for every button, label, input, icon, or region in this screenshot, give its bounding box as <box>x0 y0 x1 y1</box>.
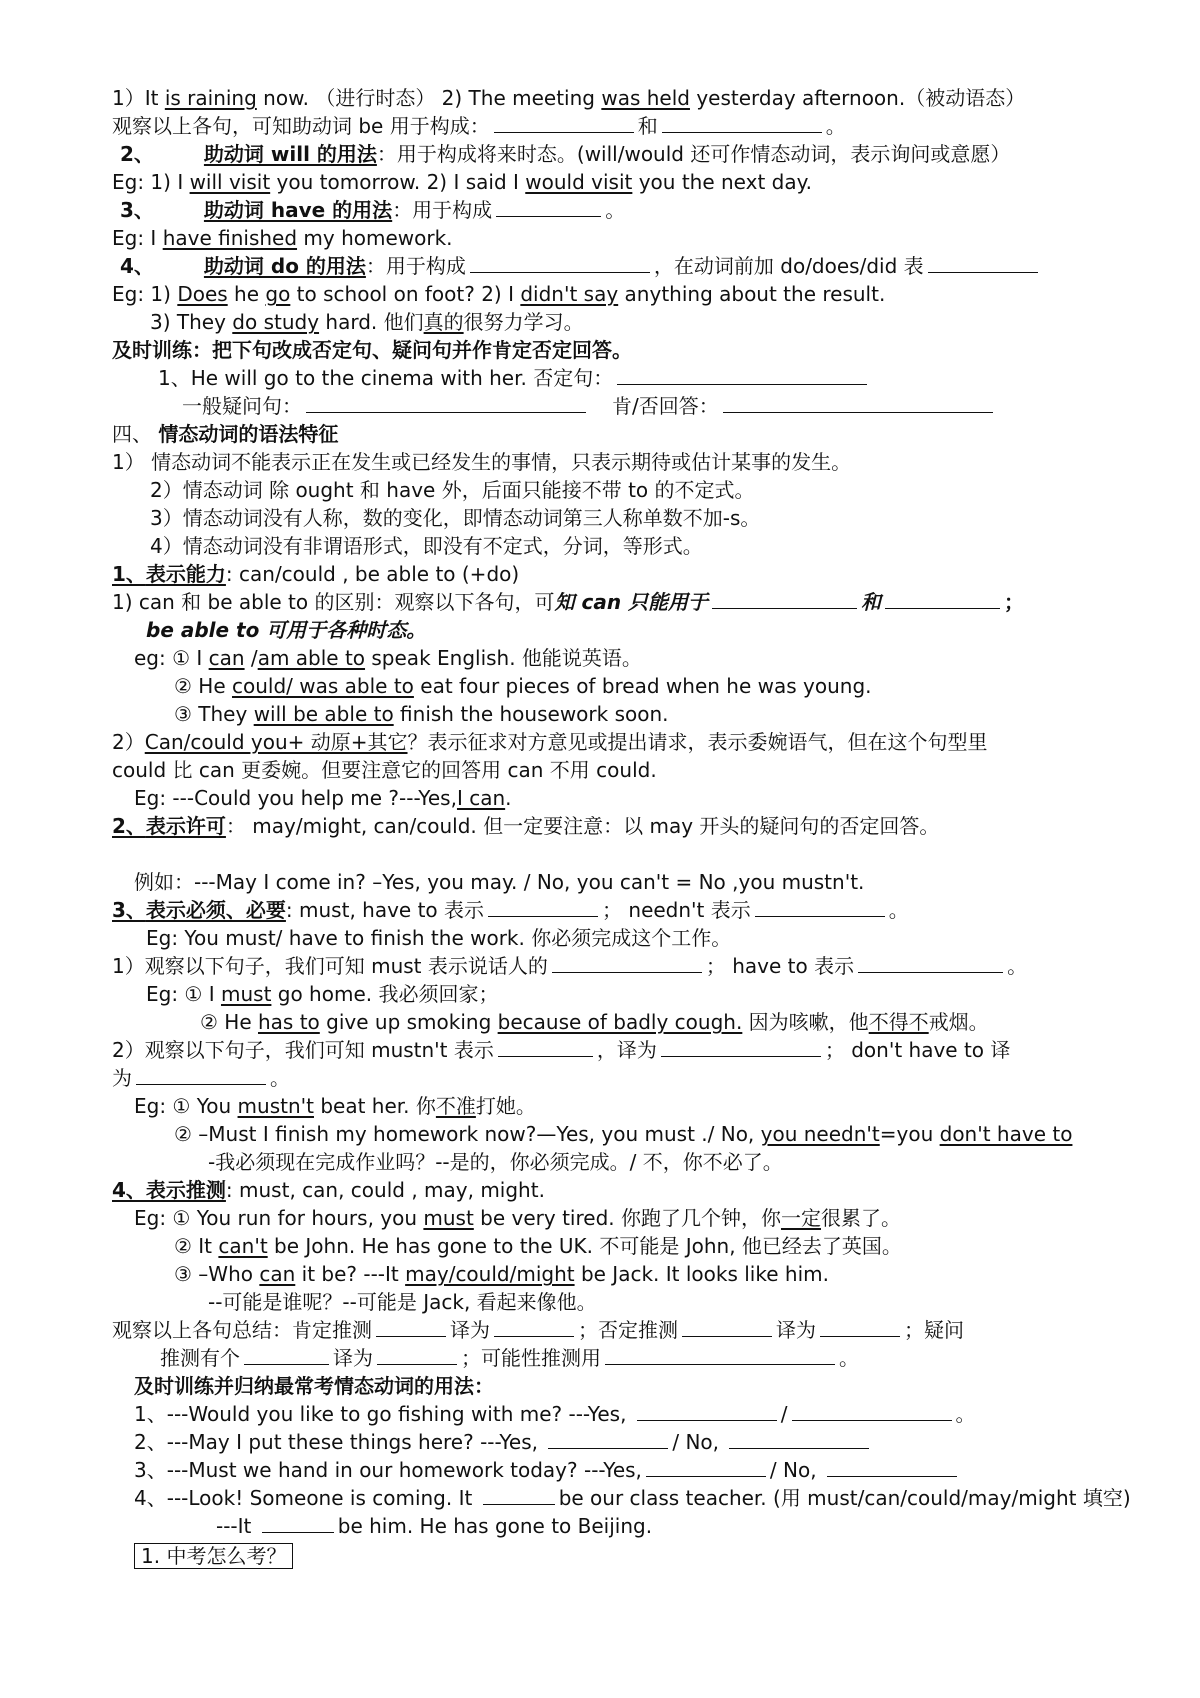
fill-blank[interactable] <box>723 392 993 413</box>
line-30: Eg: You must/ have to finish the work. 你必须完成这个工作。 <box>146 926 732 950</box>
line-4: Eg: 1) I will visit you tomorrow. 2) I said I would visit you the next day. <box>112 170 812 194</box>
line-26: Eg: ---Could you help me ?---Yes,I can. <box>134 786 512 810</box>
line-49: 3、---Must we hand in our homework today? ---Yes, / No, <box>134 1456 961 1484</box>
line-17: 4）情态动词没有非谓语形式，即没有不定式，分词，等形式。 <box>150 534 703 558</box>
line-23: ③ They will be able to finish the housework soon. <box>174 702 669 726</box>
exam-section-heading: 1. 中考怎么考？ <box>134 1543 293 1569</box>
line-41: ② It can't be John. He has gone to the UK. 不可能是 John, 他已经去了英国。 <box>174 1234 902 1258</box>
line-22: ② He could/ was able to eat four pieces of bread when he was young. <box>174 674 872 698</box>
fill-blank[interactable] <box>682 1316 772 1337</box>
line-51: ---It be him. He has gone to Beijing. <box>216 1514 653 1538</box>
line-46: 及时训练并归纳最常考情态动词的用法： <box>134 1374 494 1398</box>
fill-blank[interactable] <box>792 1400 952 1421</box>
line-32: Eg: ① I must go home. 我必须回家； <box>146 982 499 1006</box>
fill-blank[interactable] <box>858 952 1003 973</box>
line-48: 2、---May I put these things here? ---Yes, / No, <box>134 1428 873 1456</box>
line-29: 3、表示必须、必要: must, have to 表示 ； needn't 表示 。 <box>112 898 909 922</box>
line-38: -我必须现在完成作业吗？--是的，你必须完成。/ 不，你不必了。 <box>208 1150 783 1174</box>
line-25: could 比 can 更委婉。但要注意它的回答用 can 不用 could. <box>112 758 657 782</box>
line-14: 1） 情态动词不能表示正在发生或已经发生的事情，只表示期待或估计某事的发生。 <box>112 450 852 474</box>
fill-blank[interactable] <box>827 1456 957 1477</box>
line-6: Eg: I have finished my homework. <box>112 226 453 250</box>
line-10: 及时训练：把下句改成否定句、疑问句并作肯定否定回答。 <box>112 338 632 362</box>
line-9: 3) They do study hard. 他们真的很努力学习。 <box>150 310 584 334</box>
fill-blank[interactable] <box>306 392 586 413</box>
line-21: eg: ① I can /am able to speak English. 他能说英语。 <box>134 646 642 670</box>
line-33: ② He has to give up smoking because of badly cough. 因为咳嗽，他不得不戒烟。 <box>200 1010 989 1034</box>
line-31: 1）观察以下句子，我们可知 must 表示说话人的 ； have to 表示 。 <box>112 954 1028 978</box>
fill-blank[interactable] <box>483 1484 555 1505</box>
fill-blank[interactable] <box>494 1316 574 1337</box>
fill-blank[interactable] <box>377 1344 457 1365</box>
line-8: Eg: 1) Does he go to school on foot? 2) I didn't say anything about the result. <box>112 282 886 306</box>
line-28: 例如：---May I come in? –Yes, you may. / No, you can't = No ,you mustn't. <box>134 870 865 894</box>
line-7: 4、 助动词 do 的用法：用于构成 ，在动词前加 do/does/did 表 <box>120 252 1042 280</box>
line-1: 1）It is raining now. （进行时态） 2) The meeting was held yesterday afternoon.（被动语态） <box>112 86 1026 110</box>
fill-blank[interactable] <box>470 252 650 273</box>
fill-blank[interactable] <box>244 1344 329 1365</box>
line-3: 2、 助动词 will 的用法：用于构成将来时态。(will/would 还可作情态动词，表示询问或意愿） <box>120 142 1011 166</box>
line-35: 为 。 <box>112 1066 290 1090</box>
line-11: 1、He will go to the cinema with her. 否定句： <box>158 364 871 392</box>
fill-blank[interactable] <box>662 112 822 133</box>
line-34: 2）观察以下句子，我们可知 mustn't 表示 ，译为 ； don't have to 译 <box>112 1038 1011 1062</box>
fill-blank[interactable] <box>637 1400 777 1421</box>
line-43: --可能是谁呢？--可能是 Jack, 看起来像他。 <box>208 1290 597 1314</box>
line-39: 4、表示推测: must, can, could , may, might. <box>112 1178 545 1202</box>
fill-blank[interactable] <box>496 196 601 217</box>
line-52 <box>134 1542 293 1570</box>
line-44: 观察以上各句总结：肯定推测 译为 ；否定推测 译为 ；疑问 <box>112 1318 964 1342</box>
fill-blank[interactable] <box>885 588 1000 609</box>
fill-blank[interactable] <box>712 588 857 609</box>
line-2: 观察以上各句，可知助动词 be 用于构成： 和 。 <box>112 114 846 138</box>
fill-blank[interactable] <box>262 1512 334 1533</box>
fill-blank[interactable] <box>552 952 702 973</box>
line-27: 2、表示许可： may/might, can/could. 但一定要注意：以 may 开头的疑问句的否定回答。 <box>112 814 940 838</box>
fill-blank[interactable] <box>755 896 885 917</box>
line-13: 四、 情态动词的语法特征 <box>112 422 339 446</box>
line-40: Eg: ① You run for hours, you must be very tired. 你跑了几个钟，你一定很累了。 <box>134 1206 901 1230</box>
fill-blank[interactable] <box>498 1036 593 1057</box>
fill-blank[interactable] <box>376 1316 446 1337</box>
fill-blank[interactable] <box>661 1036 821 1057</box>
line-15: 2）情态动词 除 ought 和 have 外，后面只能接不带 to 的不定式。 <box>150 478 755 502</box>
fill-blank[interactable] <box>928 252 1038 273</box>
fill-blank[interactable] <box>488 896 598 917</box>
line-50: 4、---Look! Someone is coming. It be our class teacher. (用 must/can/could/may/might 填空) <box>134 1486 1131 1510</box>
line-20: be able to 可用于各种时态。 <box>146 618 427 642</box>
line-12: 一般疑问句： 肯/否回答： <box>182 392 997 420</box>
line-24: 2）Can/could you+ 动原+其它？表示征求对方意见或提出请求，表示委婉语气，但在这个句型里 <box>112 730 988 754</box>
line-47: 1、---Would you like to go fishing with me? ---Yes, / 。 <box>134 1402 976 1426</box>
line-37: ② –Must I finish my homework now?—Yes, you must ./ No, you needn't=you don't have to <box>174 1122 1073 1146</box>
fill-blank[interactable] <box>136 1064 266 1085</box>
fill-blank[interactable] <box>646 1456 766 1477</box>
line-19: 1) can 和 be able to 的区别：观察以下各句，可知 can 只能用于 和 ； <box>112 590 1025 614</box>
line-16: 3）情态动词没有人称，数的变化，即情态动词第三人称单数不加-s。 <box>150 506 761 530</box>
line-42: ③ –Who can it be? ---It may/could/might be Jack. It looks like him. <box>174 1262 829 1286</box>
line-18: 1、表示能力: can/could , be able to (+do) <box>112 562 520 586</box>
fill-blank[interactable] <box>494 112 634 133</box>
fill-blank[interactable] <box>617 364 867 385</box>
line-5: 3、 助动词 have 的用法：用于构成 。 <box>120 198 626 222</box>
fill-blank[interactable] <box>729 1428 869 1449</box>
line-36: Eg: ① You mustn't beat her. 你不准打她。 <box>134 1094 536 1118</box>
fill-blank[interactable] <box>820 1316 900 1337</box>
line-45: 推测有个 译为 ；可能性推测用 。 <box>160 1346 859 1370</box>
fill-blank[interactable] <box>605 1344 835 1365</box>
fill-blank[interactable] <box>548 1428 668 1449</box>
